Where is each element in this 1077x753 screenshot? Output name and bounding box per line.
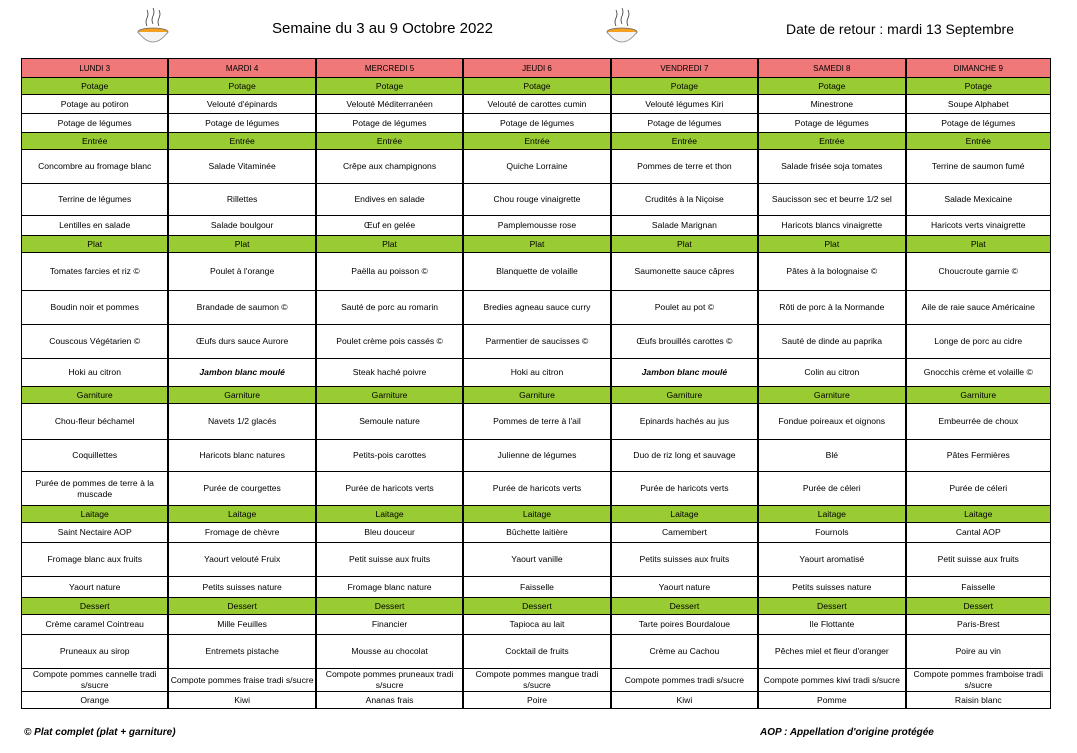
footer-legend-aop: AOP : Appellation d'origine protégée bbox=[760, 727, 934, 738]
menu-cell: Choucroute garnie © bbox=[906, 253, 1050, 291]
menu-cell: Potage au potiron bbox=[22, 95, 168, 114]
menu-cell: Mille Feuilles bbox=[169, 615, 315, 635]
menu-row bbox=[22, 291, 1051, 325]
day-header: LUNDI 3 bbox=[22, 59, 168, 78]
menu-cell: Purée de haricots verts bbox=[464, 472, 610, 506]
menu-cell: Bûchette laitière bbox=[464, 523, 610, 543]
menu-cell: Œuf en gelée bbox=[316, 216, 462, 236]
menu-cell: Entremets pistache bbox=[169, 635, 315, 669]
menu-cell: Faisselle bbox=[464, 577, 610, 598]
menu-cell: Yaourt aromatisé bbox=[759, 543, 905, 577]
return-date: Date de retour : mardi 13 Septembre bbox=[786, 21, 1015, 37]
menu-cell: Cantal AOP bbox=[906, 523, 1050, 543]
menu-cell: Saint Nectaire AOP bbox=[22, 523, 168, 543]
menu-cell: Fromage blanc aux fruits bbox=[22, 543, 168, 577]
menu-cell: Petit suisse aux fruits bbox=[906, 543, 1050, 577]
day-header: DIMANCHE 9 bbox=[906, 59, 1050, 78]
menu-cell: Petits suisses nature bbox=[759, 577, 905, 598]
menu-cell: Poulet au pot © bbox=[611, 291, 757, 325]
menu-cell: Paris-Brest bbox=[906, 615, 1050, 635]
section-header: Dessert bbox=[464, 598, 610, 615]
menu-cell: Fournols bbox=[759, 523, 905, 543]
menu-cell: Hoki au citron bbox=[22, 359, 168, 387]
menu-cell: Rillettes bbox=[169, 184, 315, 216]
menu-row bbox=[22, 692, 1051, 709]
menu-row bbox=[22, 543, 1051, 577]
menu-cell: Minestrone bbox=[759, 95, 905, 114]
menu-cell: Couscous Végétarien © bbox=[22, 325, 168, 359]
section-header: Potage bbox=[316, 78, 462, 95]
section-header: Garniture bbox=[22, 387, 168, 404]
menu-cell: Purée de céleri bbox=[759, 472, 905, 506]
menu-cell: Pâtes Fermières bbox=[906, 440, 1050, 472]
menu-cell: Camembert bbox=[611, 523, 757, 543]
menu-cell: Salade frisée soja tomates bbox=[759, 150, 905, 184]
menu-cell: Salade Marignan bbox=[611, 216, 757, 236]
day-header: MERCREDI 5 bbox=[316, 59, 462, 78]
section-header: Plat bbox=[906, 236, 1050, 253]
menu-cell: Potage de légumes bbox=[22, 114, 168, 133]
menu-cell: Pamplemousse rose bbox=[464, 216, 610, 236]
menu-cell: Financier bbox=[316, 615, 462, 635]
section-header: Dessert bbox=[316, 598, 462, 615]
menu-cell: Purée de haricots verts bbox=[611, 472, 757, 506]
menu-cell: Petit suisse aux fruits bbox=[316, 543, 462, 577]
section-header: Laitage bbox=[611, 506, 757, 523]
section-header: Garniture bbox=[906, 387, 1050, 404]
menu-cell: Epinards hachés au jus bbox=[611, 404, 757, 440]
day-header: JEUDI 6 bbox=[464, 59, 610, 78]
menu-row bbox=[22, 635, 1051, 669]
menu-cell: Crème caramel Cointreau bbox=[22, 615, 168, 635]
menu-cell: Petits-pois carottes bbox=[316, 440, 462, 472]
section-header: Potage bbox=[169, 78, 315, 95]
menu-cell: Pâtes à la bolognaise © bbox=[759, 253, 905, 291]
menu-cell: Œufs brouillés carottes © bbox=[611, 325, 757, 359]
menu-cell: Blanquette de volaille bbox=[464, 253, 610, 291]
menu-cell: Haricots verts vinaigrette bbox=[906, 216, 1050, 236]
menu-row bbox=[22, 440, 1051, 472]
soup-bowl-icon bbox=[604, 6, 640, 50]
menu-cell: Compote pommes cannelle tradi s/sucre bbox=[22, 669, 168, 692]
menu-cell: Pomme bbox=[759, 692, 905, 709]
menu-row bbox=[22, 184, 1051, 216]
menu-cell: Crudités à la Niçoise bbox=[611, 184, 757, 216]
weekly-menu-table bbox=[21, 58, 1051, 709]
menu-row bbox=[22, 150, 1051, 184]
day-header: SAMEDI 8 bbox=[759, 59, 905, 78]
menu-cell: Orange bbox=[22, 692, 168, 709]
menu-cell: Petits suisses nature bbox=[169, 577, 315, 598]
menu-cell: Kiwi bbox=[611, 692, 757, 709]
menu-cell: Crème au Cachou bbox=[611, 635, 757, 669]
section-header: Entrée bbox=[316, 133, 462, 150]
section-header: Laitage bbox=[169, 506, 315, 523]
menu-cell: Œufs durs sauce Aurore bbox=[169, 325, 315, 359]
section-header: Plat bbox=[464, 236, 610, 253]
section-header: Entrée bbox=[22, 133, 168, 150]
section-header: Plat bbox=[169, 236, 315, 253]
menu-row bbox=[22, 472, 1051, 506]
menu-cell: Coquillettes bbox=[22, 440, 168, 472]
menu-cell: Poire au vin bbox=[906, 635, 1050, 669]
menu-cell: Salade boulgour bbox=[169, 216, 315, 236]
section-header: Laitage bbox=[316, 506, 462, 523]
menu-cell: Tapioca au lait bbox=[464, 615, 610, 635]
menu-cell: Ile Flottante bbox=[759, 615, 905, 635]
menu-cell: Compote pommes kiwi tradi s/sucre bbox=[759, 669, 905, 692]
menu-row bbox=[22, 325, 1051, 359]
menu-cell: Velouté de carottes cumin bbox=[464, 95, 610, 114]
section-header: Dessert bbox=[759, 598, 905, 615]
menu-cell: Compote pommes tradi s/sucre bbox=[611, 669, 757, 692]
menu-cell: Blé bbox=[759, 440, 905, 472]
section-header: Potage bbox=[759, 78, 905, 95]
menu-cell: Quiche Lorraine bbox=[464, 150, 610, 184]
menu-cell: Brandade de saumon © bbox=[169, 291, 315, 325]
section-header: Dessert bbox=[906, 598, 1050, 615]
menu-cell: Pommes de terre à l'ail bbox=[464, 404, 610, 440]
section-header-row bbox=[22, 236, 1051, 253]
menu-cell: Yaourt velouté Fruix bbox=[169, 543, 315, 577]
menu-cell: Saumonette sauce câpres bbox=[611, 253, 757, 291]
section-header: Entrée bbox=[611, 133, 757, 150]
menu-cell: Yaourt vanille bbox=[464, 543, 610, 577]
section-header: Laitage bbox=[22, 506, 168, 523]
section-header: Dessert bbox=[611, 598, 757, 615]
menu-cell: Jambon blanc moulé bbox=[611, 359, 757, 387]
section-header: Garniture bbox=[759, 387, 905, 404]
menu-cell: Salade Vitaminée bbox=[169, 150, 315, 184]
menu-cell: Fondue poireaux et oignons bbox=[759, 404, 905, 440]
menu-row bbox=[22, 404, 1051, 440]
section-header: Garniture bbox=[464, 387, 610, 404]
menu-cell: Salade Mexicaine bbox=[906, 184, 1050, 216]
section-header-row bbox=[22, 78, 1051, 95]
menu-cell: Gnocchis crème et volaille © bbox=[906, 359, 1050, 387]
menu-row bbox=[22, 114, 1051, 133]
menu-cell: Yaourt nature bbox=[22, 577, 168, 598]
section-header: Entrée bbox=[759, 133, 905, 150]
menu-cell: Velouté légumes Kiri bbox=[611, 95, 757, 114]
menu-cell: Boudin noir et pommes bbox=[22, 291, 168, 325]
menu-cell: Purée de courgettes bbox=[169, 472, 315, 506]
menu-cell: Parmentier de saucisses © bbox=[464, 325, 610, 359]
menu-cell: Julienne de légumes bbox=[464, 440, 610, 472]
menu-cell: Semoule nature bbox=[316, 404, 462, 440]
menu-cell: Terrine de légumes bbox=[22, 184, 168, 216]
menu-cell: Haricots blanc natures bbox=[169, 440, 315, 472]
menu-cell: Potage de légumes bbox=[759, 114, 905, 133]
menu-row bbox=[22, 615, 1051, 635]
section-header: Potage bbox=[611, 78, 757, 95]
section-header: Garniture bbox=[611, 387, 757, 404]
page-title: Semaine du 3 au 9 Octobre 2022 bbox=[272, 20, 493, 37]
menu-cell: Kiwi bbox=[169, 692, 315, 709]
footer-legend-plat-complet: © Plat complet (plat + garniture) bbox=[24, 727, 176, 738]
menu-cell: Faisselle bbox=[906, 577, 1050, 598]
menu-cell: Rôti de porc à la Normande bbox=[759, 291, 905, 325]
section-header: Garniture bbox=[316, 387, 462, 404]
section-header-row bbox=[22, 506, 1051, 523]
menu-row bbox=[22, 95, 1051, 114]
menu-cell: Ananas frais bbox=[316, 692, 462, 709]
menu-cell: Paëlla au poisson © bbox=[316, 253, 462, 291]
menu-cell: Poulet à l'orange bbox=[169, 253, 315, 291]
menu-cell: Velouté d'épinards bbox=[169, 95, 315, 114]
menu-cell: Haricots blancs vinaigrette bbox=[759, 216, 905, 236]
menu-cell: Velouté Méditerranéen bbox=[316, 95, 462, 114]
menu-cell: Compote pommes mangue tradi s/sucre bbox=[464, 669, 610, 692]
menu-cell: Hoki au citron bbox=[464, 359, 610, 387]
menu-row bbox=[22, 523, 1051, 543]
section-header-row bbox=[22, 598, 1051, 615]
menu-cell: Potage de légumes bbox=[316, 114, 462, 133]
menu-row bbox=[22, 253, 1051, 291]
menu-row bbox=[22, 577, 1051, 598]
menu-cell: Poulet crème pois cassés © bbox=[316, 325, 462, 359]
menu-cell: Embeurrée de choux bbox=[906, 404, 1050, 440]
menu-cell: Raisin blanc bbox=[906, 692, 1050, 709]
menu-cell: Compote pommes pruneaux tradi s/sucre bbox=[316, 669, 462, 692]
menu-cell: Potage de légumes bbox=[169, 114, 315, 133]
section-header: Potage bbox=[464, 78, 610, 95]
section-header: Entrée bbox=[906, 133, 1050, 150]
section-header-row bbox=[22, 133, 1051, 150]
section-header: Laitage bbox=[464, 506, 610, 523]
menu-cell: Sauté de porc au romarin bbox=[316, 291, 462, 325]
menu-row bbox=[22, 216, 1051, 236]
menu-cell: Tomates farcies et riz © bbox=[22, 253, 168, 291]
menu-cell: Jambon blanc moulé bbox=[169, 359, 315, 387]
menu-cell: Longe de porc au cidre bbox=[906, 325, 1050, 359]
menu-cell: Compote pommes framboise tradi s/sucre bbox=[906, 669, 1050, 692]
menu-cell: Chou rouge vinaigrette bbox=[464, 184, 610, 216]
menu-cell: Potage de légumes bbox=[906, 114, 1050, 133]
menu-cell: Tarte poires Bourdaloue bbox=[611, 615, 757, 635]
menu-cell: Poire bbox=[464, 692, 610, 709]
menu-cell: Duo de riz long et sauvage bbox=[611, 440, 757, 472]
section-header: Dessert bbox=[22, 598, 168, 615]
menu-cell: Pêches miel et fleur d'oranger bbox=[759, 635, 905, 669]
section-header: Plat bbox=[316, 236, 462, 253]
menu-row bbox=[22, 669, 1051, 692]
section-header: Potage bbox=[22, 78, 168, 95]
menu-cell: Purée de pommes de terre à la muscade bbox=[22, 472, 168, 506]
menu-cell: Sauté de dinde au paprika bbox=[759, 325, 905, 359]
section-header: Entrée bbox=[169, 133, 315, 150]
section-header: Plat bbox=[759, 236, 905, 253]
menu-cell: Chou-fleur béchamel bbox=[22, 404, 168, 440]
day-header-row bbox=[22, 59, 1051, 78]
menu-cell: Purée de haricots verts bbox=[316, 472, 462, 506]
section-header: Laitage bbox=[759, 506, 905, 523]
day-header: MARDI 4 bbox=[169, 59, 315, 78]
menu-cell: Colin au citron bbox=[759, 359, 905, 387]
menu-cell: Soupe Alphabet bbox=[906, 95, 1050, 114]
menu-cell: Potage de légumes bbox=[611, 114, 757, 133]
menu-cell: Potage de légumes bbox=[464, 114, 610, 133]
menu-cell: Cocktail de fruits bbox=[464, 635, 610, 669]
menu-cell: Purée de céleri bbox=[906, 472, 1050, 506]
menu-cell: Lentilles en salade bbox=[22, 216, 168, 236]
section-header-row bbox=[22, 387, 1051, 404]
menu-cell: Saucisson sec et beurre 1/2 sel bbox=[759, 184, 905, 216]
menu-row bbox=[22, 359, 1051, 387]
section-header: Dessert bbox=[169, 598, 315, 615]
menu-cell: Yaourt nature bbox=[611, 577, 757, 598]
menu-cell: Petits suisses aux fruits bbox=[611, 543, 757, 577]
menu-cell: Bleu douceur bbox=[316, 523, 462, 543]
menu-cell: Terrine de saumon fumé bbox=[906, 150, 1050, 184]
menu-cell: Compote pommes fraise tradi s/sucre bbox=[169, 669, 315, 692]
section-header: Entrée bbox=[464, 133, 610, 150]
menu-cell: Fromage de chèvre bbox=[169, 523, 315, 543]
menu-cell: Aile de raie sauce Américaine bbox=[906, 291, 1050, 325]
soup-bowl-icon bbox=[135, 6, 171, 50]
menu-cell: Bredies agneau sauce curry bbox=[464, 291, 610, 325]
section-header: Laitage bbox=[906, 506, 1050, 523]
menu-cell: Crêpe aux champignons bbox=[316, 150, 462, 184]
menu-cell: Concombre au fromage blanc bbox=[22, 150, 168, 184]
menu-cell: Mousse au chocolat bbox=[316, 635, 462, 669]
day-header: VENDREDI 7 bbox=[611, 59, 757, 78]
menu-cell: Steak haché poivre bbox=[316, 359, 462, 387]
page-header bbox=[0, 0, 1077, 56]
menu-cell: Endives en salade bbox=[316, 184, 462, 216]
section-header: Plat bbox=[22, 236, 168, 253]
menu-cell: Pruneaux au sirop bbox=[22, 635, 168, 669]
menu-cell: Fromage blanc nature bbox=[316, 577, 462, 598]
section-header: Garniture bbox=[169, 387, 315, 404]
section-header: Potage bbox=[906, 78, 1050, 95]
menu-cell: Pommes de terre et thon bbox=[611, 150, 757, 184]
menu-cell: Navets 1/2 glacés bbox=[169, 404, 315, 440]
section-header: Plat bbox=[611, 236, 757, 253]
